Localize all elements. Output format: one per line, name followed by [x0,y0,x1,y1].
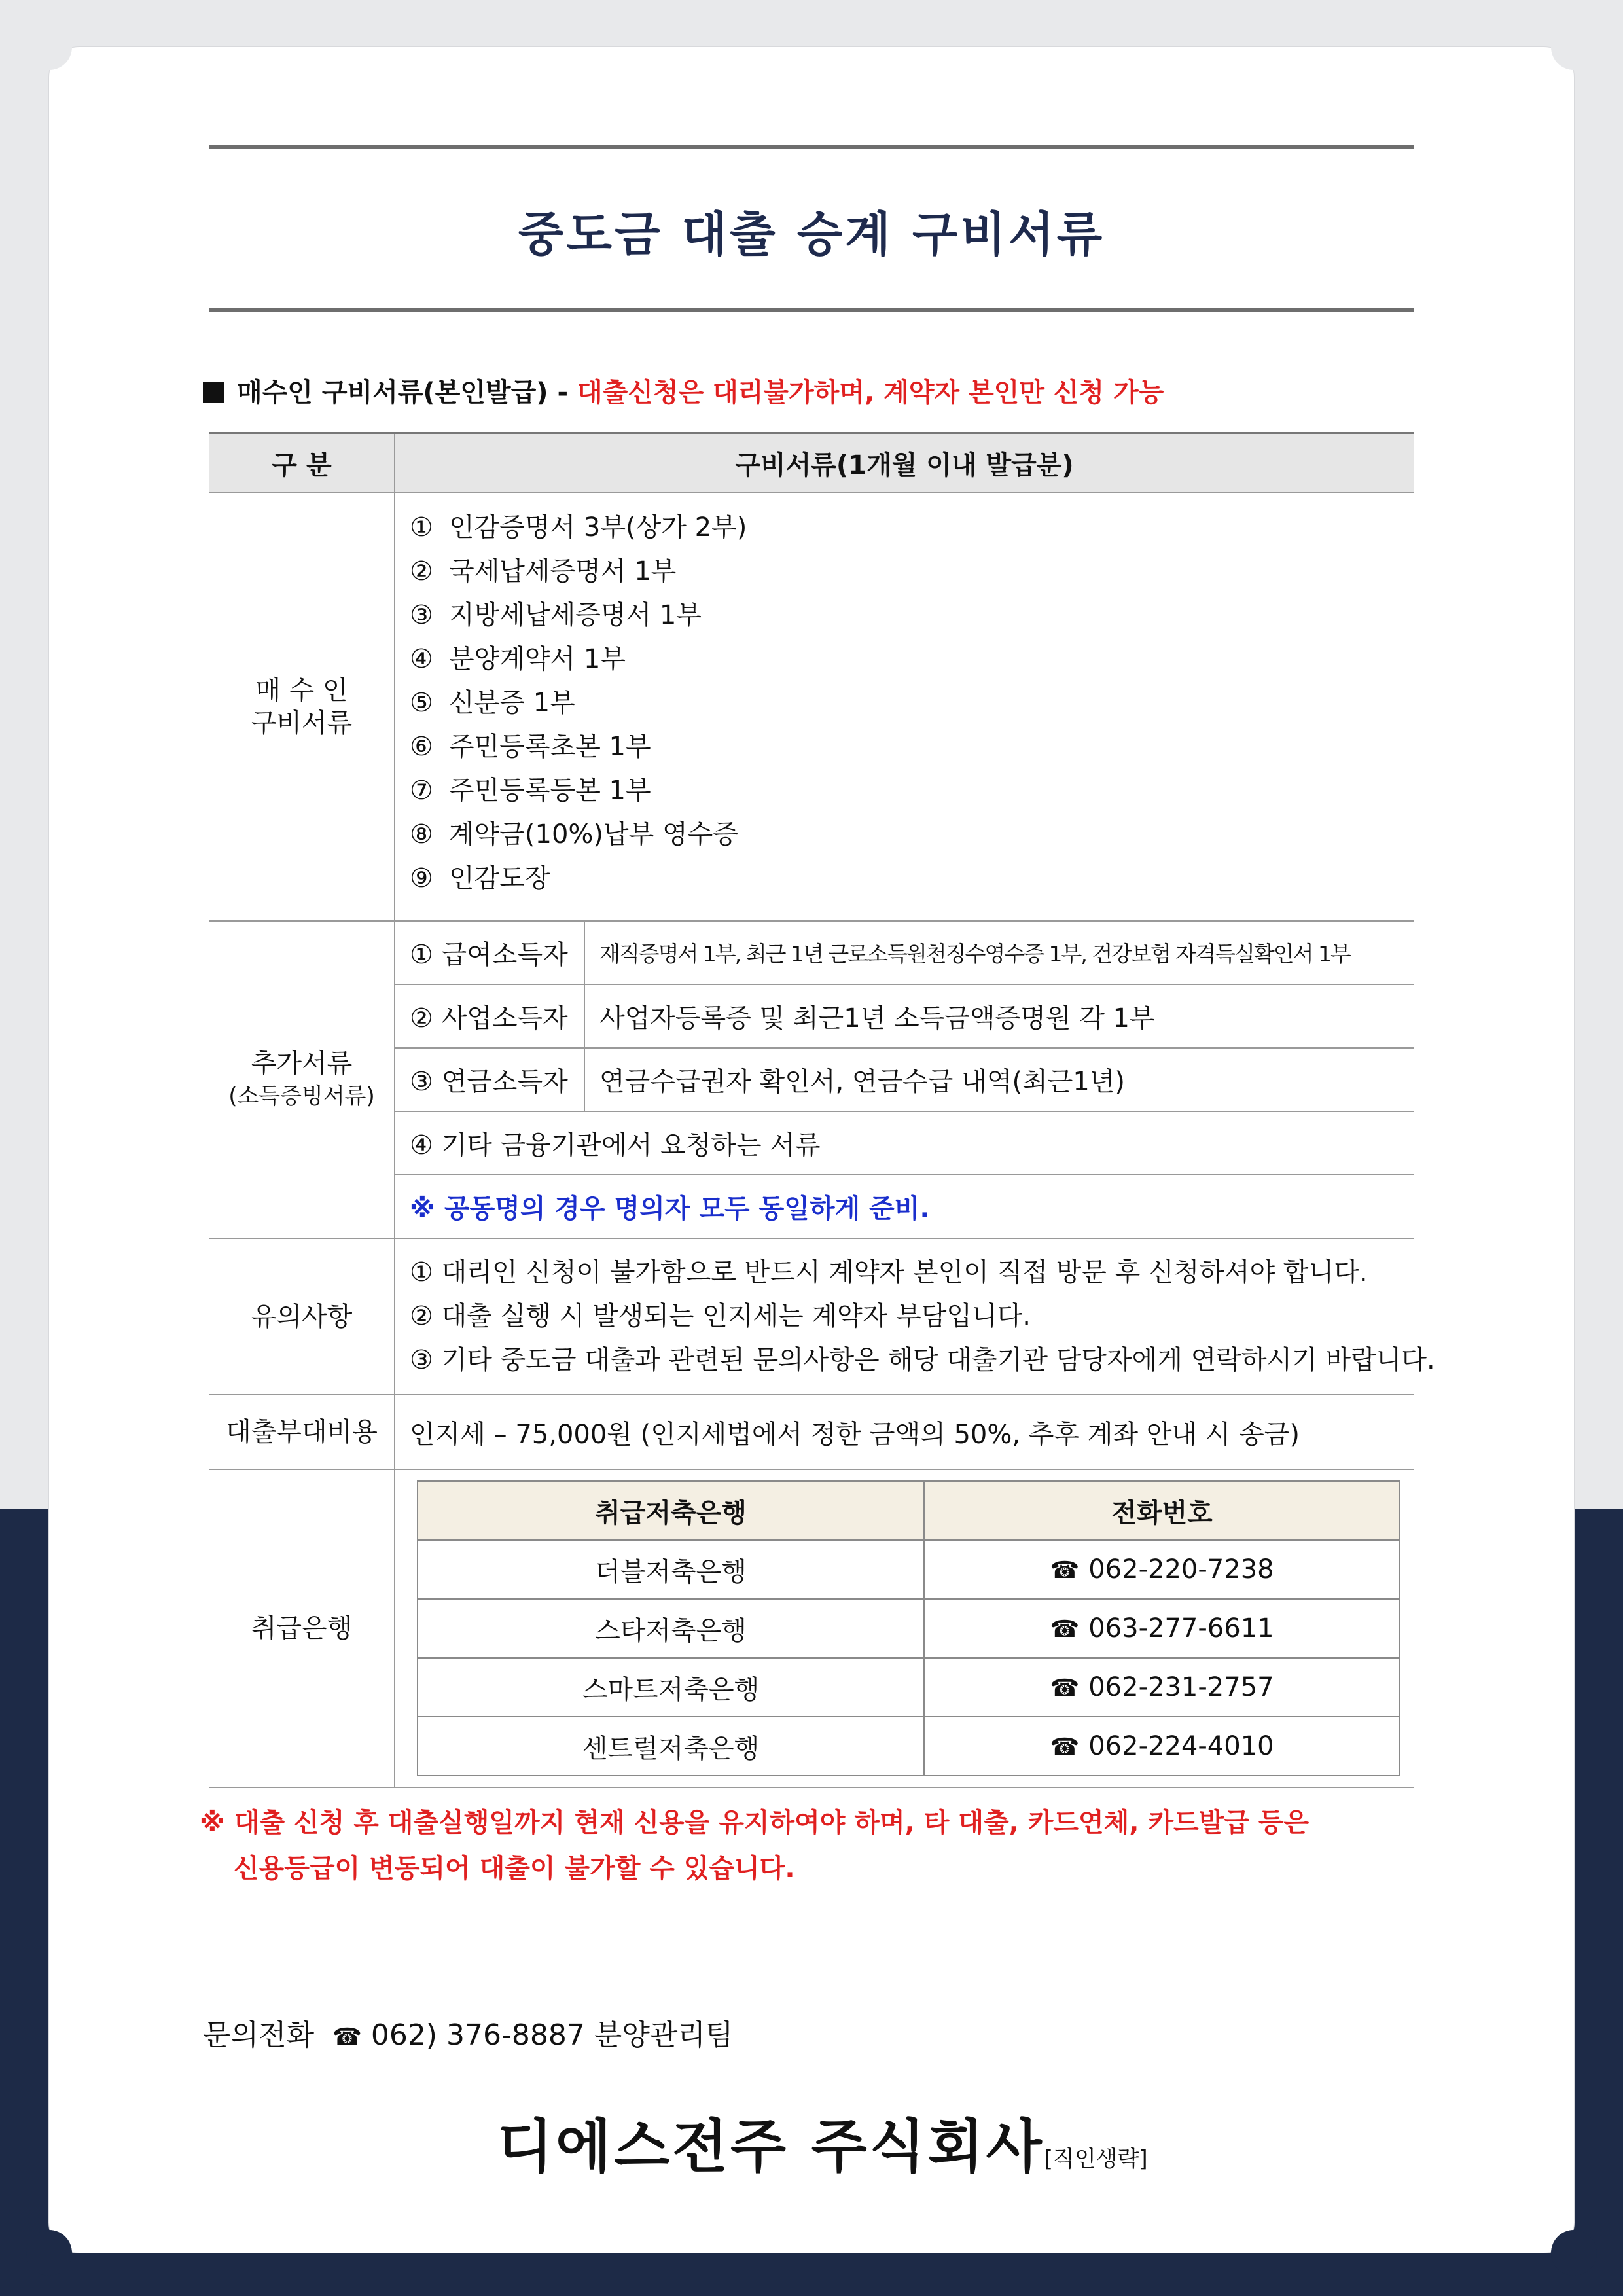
stamp-omitted-note: [직인생략] [1044,2146,1148,2172]
bank-name: 더블저축은행 [418,1540,924,1599]
table-row [418,1599,1400,1658]
list-item [410,506,1414,550]
phone-icon: ☎ [1050,1675,1080,1702]
bank-phone-cell [924,1658,1400,1717]
page-title: 중도금 대출 승계 구비서류 [518,207,1105,262]
item-number: ① [410,512,433,543]
list-item [410,550,1414,594]
item-number: ⑥ [410,732,433,762]
list-item [410,725,1414,769]
item-text: 신분증 1부 [449,688,575,718]
section-notice: 대출신청은 대리불가하며, 계약자 본인만 신청 가능 [577,378,1164,408]
corner-notch [1551,2230,1597,2276]
item-text: 분양계약서 1부 [449,644,626,674]
item-text: 계약금(10%)납부 영수증 [449,819,738,850]
item-text: 국세납세증명서 1부 [449,556,677,586]
list-item [410,594,1414,637]
company-signature [497,2101,1148,2183]
title-rule-bottom [209,308,1414,312]
banks-header-row [418,1481,1400,1540]
contact-label: 문의전화 [203,2018,315,2052]
bank-name: 스마트저축은행 [418,1658,924,1717]
item-number: ④ [410,644,433,674]
contact-team: 분양관리팀 [594,2018,734,2052]
documents-table [209,432,1435,1788]
item-text: 주민등록등본 1부 [449,776,651,806]
item-text: 인감증명서 3부(상가 2부) [449,512,747,543]
bank-name: 센트럴저축은행 [418,1717,924,1776]
list-item [410,857,1414,901]
list-item [410,813,1414,857]
table-header-row [209,433,1414,493]
header-documents: 구비서류(1개월 이내 발급분) [395,433,1414,493]
item-number: ⑨ [410,863,433,893]
buyer-label-line1: 매 수 인 [255,675,348,706]
phone-icon: ☎ [1050,1557,1080,1584]
company-name: 디에스전주 주식회사 [497,2113,1044,2180]
square-bullet-icon [203,382,224,403]
cautions-list [395,1238,1435,1395]
item-text: 주민등록초본 1부 [449,732,651,762]
banks-header-bank: 취급저축은행 [418,1481,924,1540]
income-type-key: ② 사업소득자 [395,984,584,1048]
additional-label-line1: 추가서류 [251,1048,353,1079]
credit-warning [200,1800,1417,1892]
header-category: 구 분 [209,433,395,493]
item-number: ⑧ [410,819,433,850]
corner-notch [26,2230,72,2276]
caution-item: ② 대출 실행 시 발생되는 인지세는 계약자 부담입니다. [410,1301,1031,1331]
table-row [418,1658,1400,1717]
corner-notch [1551,24,1597,70]
title-rule-top [209,145,1414,149]
bank-phone-cell [924,1540,1400,1599]
section-dash: - [557,378,569,408]
additional-label-line2: (소득증빙서류) [228,1083,375,1109]
table-row [418,1540,1400,1599]
cautions-label: 유의사항 [209,1238,395,1395]
section-heading-text: 매수인 구비서류(본인발급) [237,378,548,408]
banks-label: 취급은행 [209,1469,395,1787]
additional-row-salary [209,921,1414,984]
banks-cell [395,1469,1414,1787]
income-type-value: 재직증명서 1부, 최근 1년 근로소득원천징수영수증 1부, 건강보험 자격득실확인서 1부 [584,921,1414,984]
banks-row [209,1469,1414,1787]
buyer-label-line2: 구비서류 [251,708,353,738]
joint-ownership-note: ※ 공동명의 경우 명의자 모두 동일하게 준비. [395,1175,1414,1238]
banks-table [417,1480,1400,1776]
bank-phone: 062-220-7238 [1088,1554,1274,1585]
warning-line2: 신용등급이 변동되어 대출이 불가할 수 있습니다. [234,1854,795,1884]
fee-row [209,1395,1414,1469]
bank-phone-cell [924,1717,1400,1776]
income-type-key: ① 급여소득자 [395,921,584,984]
phone-icon: ☎ [1050,1616,1080,1643]
list-item [410,637,1414,681]
contact-phone: 062) 376-8887 [370,2018,585,2052]
other-docs: ④ 기타 금융기관에서 요청하는 서류 [395,1111,1414,1175]
corner-notch [26,24,72,70]
bank-name: 스타저축은행 [418,1599,924,1658]
phone-icon: ☎ [1050,1734,1080,1761]
contact-info [203,2011,733,2053]
warning-line1: ※ 대출 신청 후 대출실행일까지 현재 신용을 유지하여야 하며, 타 대출, 카드연체, 카드발급 등은 [200,1808,1310,1838]
item-number: ② [410,556,433,586]
table-row [418,1717,1400,1776]
buyer-docs-list [395,492,1414,921]
list-item [410,681,1414,725]
item-text: 지방세납세증명서 1부 [449,600,702,630]
bank-phone: 063-277-6611 [1088,1613,1274,1643]
cautions-row [209,1238,1414,1395]
fee-label: 대출부대비용 [209,1395,395,1469]
phone-icon: ☎ [332,2024,362,2051]
list-item [410,769,1414,813]
bank-phone: 062-224-4010 [1088,1731,1274,1761]
item-text: 인감도장 [449,863,550,893]
banks-header-phone: 전화번호 [924,1481,1400,1540]
caution-item: ③ 기타 중도금 대출과 관련된 문의사항은 해당 대출기관 담당자에게 연락하시기 바랍니다. [410,1345,1435,1375]
income-type-value: 연금수급권자 확인서, 연금수급 내역(최근1년) [584,1048,1414,1111]
caution-item: ① 대리인 신청이 불가함으로 반드시 계약자 본인이 직접 방문 후 신청하셔야 합니다. [410,1257,1368,1287]
item-number: ③ [410,600,433,630]
buyer-docs-row [209,492,1414,921]
item-number: ⑤ [410,688,433,718]
item-number: ⑦ [410,776,433,806]
buyer-docs-label [209,492,395,921]
additional-docs-label [209,921,395,1238]
section-heading [203,372,1164,409]
fee-text: 인지세 – 75,000원 (인지세법에서 정한 금액의 50%, 추후 계좌 안내 시 송금) [395,1395,1414,1469]
bank-phone: 062-231-2757 [1088,1672,1274,1702]
bank-phone-cell [924,1599,1400,1658]
income-type-value: 사업자등록증 및 최근1년 소득금액증명원 각 1부 [584,984,1414,1048]
income-type-key: ③ 연금소득자 [395,1048,584,1111]
